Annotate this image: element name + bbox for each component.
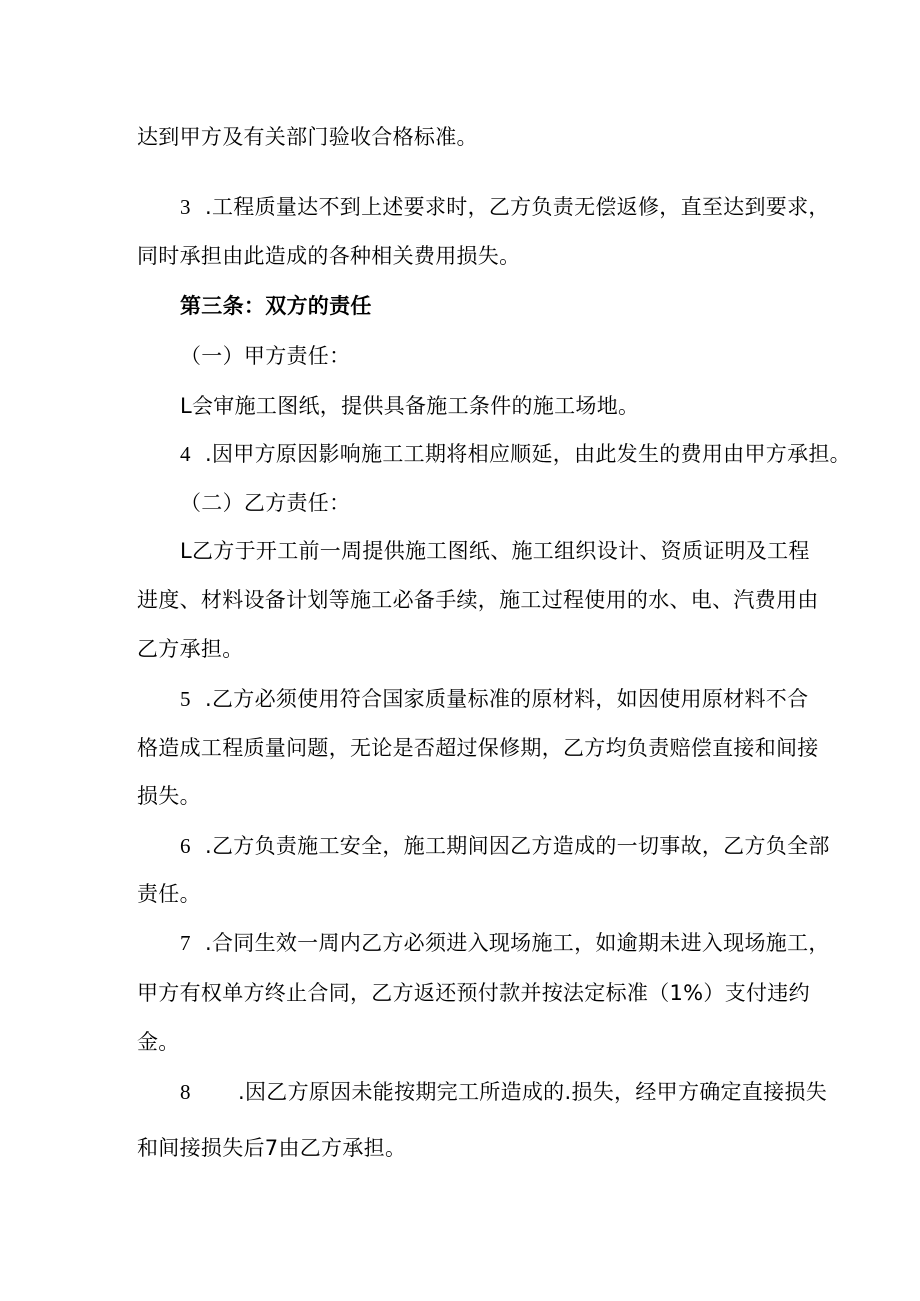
party-b-clause-5-line-3: 损失。: [137, 784, 201, 808]
party-b-clause-8-line-2: 和间接损失后7由乙方承担。: [137, 1136, 407, 1160]
party-b-clause-7-line-2: 甲方有权单方终止合同，乙方返还预付款并按法定标准（1%）支付违约: [137, 981, 810, 1005]
clause-number: 3: [180, 195, 191, 219]
clause-number: 6: [180, 834, 191, 858]
party-b-clause-5-line-2: 格造成工程质量问题，无论是否超过保修期，乙方均负责赔偿直接和间接: [137, 736, 819, 760]
party-b-clause-7-line-3: 金。: [137, 1030, 180, 1054]
article-3-heading: 第三条：双方的责任: [180, 294, 372, 318]
party-a-clause-4: .因甲方原因影响施工工期将相应顺延，由此发生的费用由甲方承担。: [205, 442, 851, 466]
party-b-clause-1-line-1: L乙方于开工前一周提供施工图纸、施工组织设计、资质证明及工程: [180, 539, 810, 563]
party-b-clause-8-line-1: .因乙方原因未能按期完工所造成的.损失，经甲方确定直接损失: [238, 1080, 828, 1104]
party-b-clause-1-line-3: 乙方承担。: [137, 637, 244, 661]
party-b-clause-6-line-2: 责任。: [137, 882, 201, 906]
party-b-clause-7-line-1: .合同生效一周内乙方必须进入现场施工，如逾期未进入现场施工，: [205, 931, 830, 955]
clause-3-line-2: 同时承担由此造成的各种相关费用损失。: [137, 244, 521, 268]
party-a-heading: （一）甲方责任：: [180, 344, 351, 368]
party-b-clause-1-line-2: 进度、材料设备计划等施工必备手续，施工过程使用的水、电、汽费用由: [137, 588, 819, 612]
clause-number: 4: [180, 442, 191, 466]
continuation-line: 达到甲方及有关部门验收合格标准。: [137, 125, 478, 149]
party-b-clause-6-line-1: .乙方负责施工安全，施工期间因乙方造成的一切事故，乙方负全部: [205, 834, 830, 858]
clause-number: 7: [180, 931, 191, 955]
party-a-clause-1: L会审施工图纸，提供具备施工条件的施工场地。: [180, 394, 640, 418]
party-b-clause-5-line-1: .乙方必须使用符合国家质量标准的原材料，如因使用原材料不合: [205, 687, 809, 711]
party-b-heading: （二）乙方责任：: [180, 491, 351, 515]
clause-number: 8: [180, 1080, 191, 1104]
clause-number: 5: [180, 687, 191, 711]
clause-3-line-1: .工程质量达不到上述要求时，乙方负责无偿返修，直至达到要求，: [205, 195, 830, 219]
